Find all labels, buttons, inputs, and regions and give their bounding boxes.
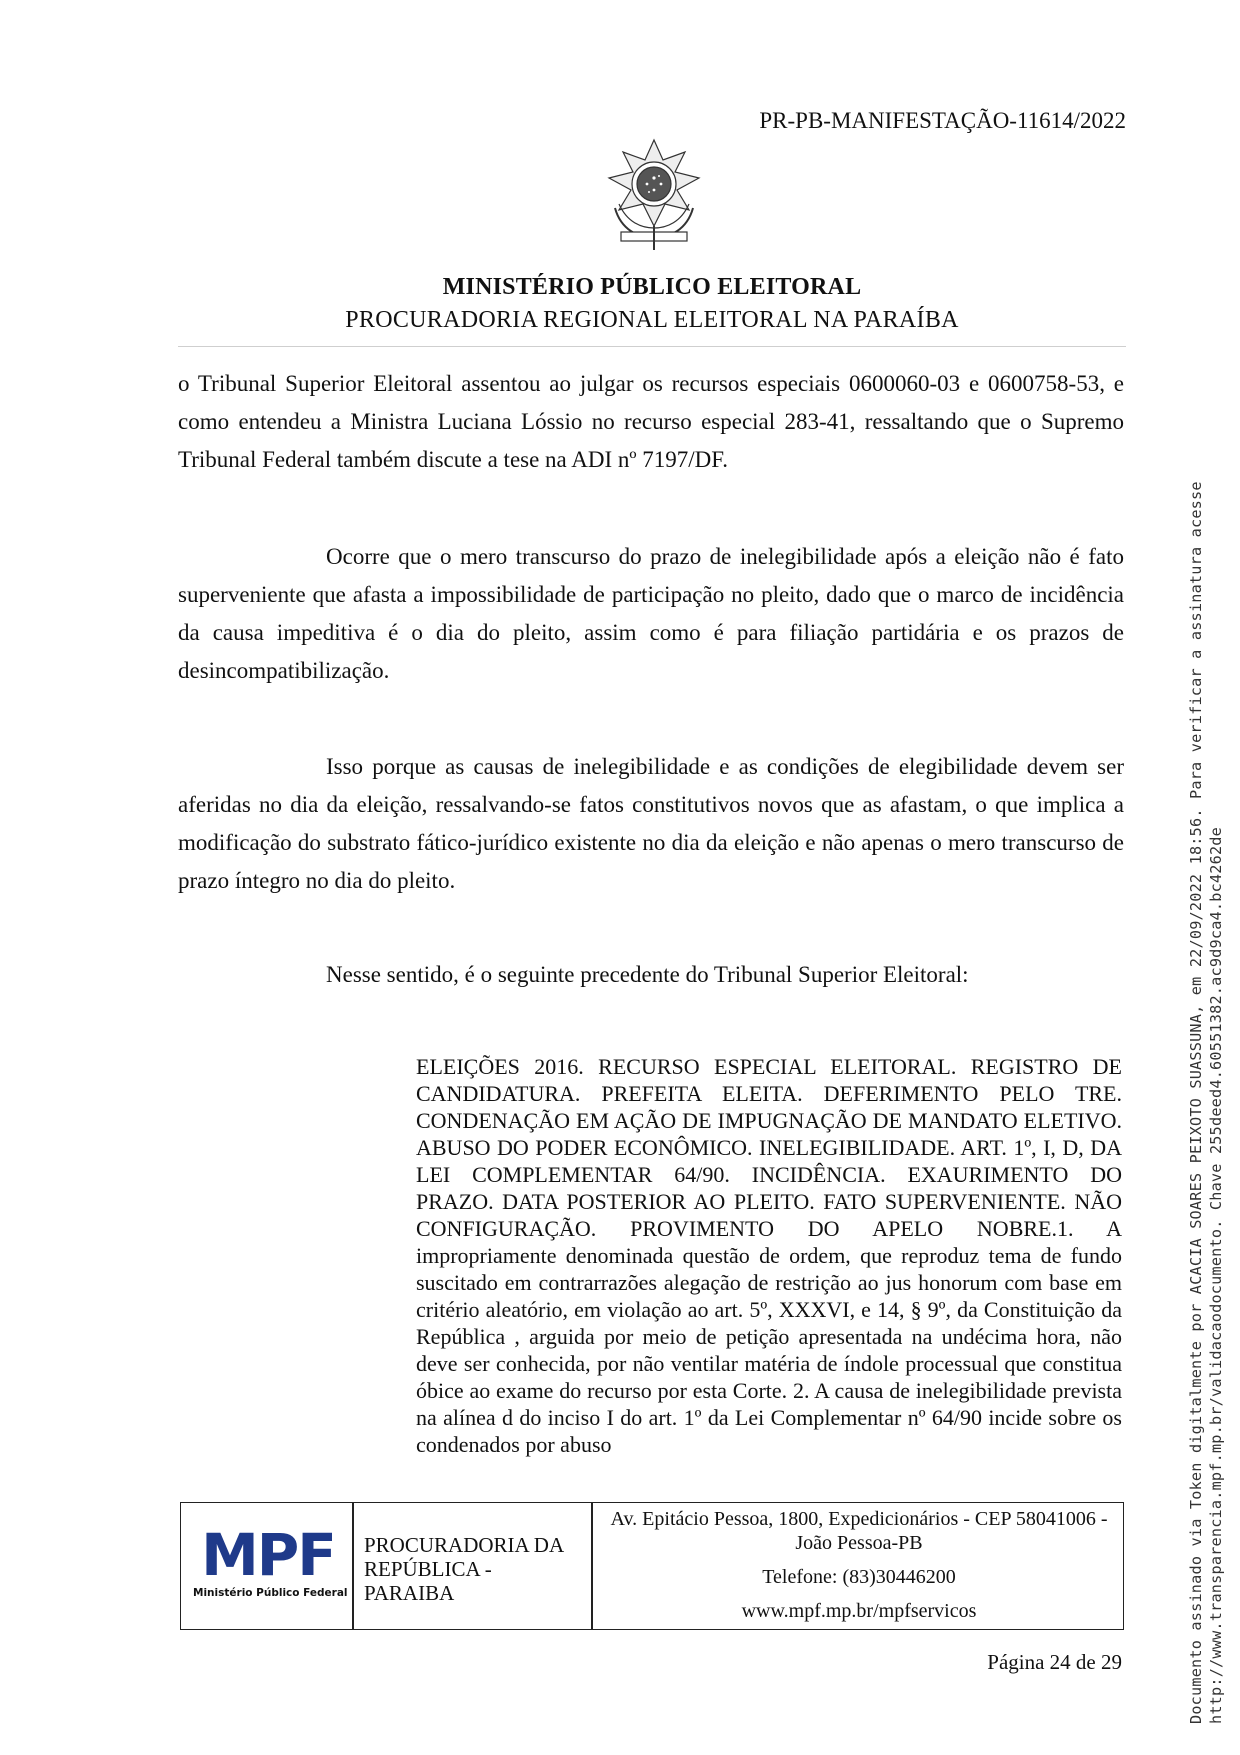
footer-box [180, 1502, 1124, 1630]
document-id: PR-PB-MANIFESTAÇÃO-11614/2022 [759, 108, 1126, 133]
org-subtitle: PROCURADORIA REGIONAL ELEITORAL NA PARAÍBA [345, 307, 959, 333]
address: Av. Epitácio Pessoa, 1800, Expedicionários - CEP 58041006 - João Pessoa-PB [610, 1508, 1108, 1554]
brazil-coat-of-arms-icon [601, 138, 707, 252]
header-divider [178, 346, 1126, 347]
page-number: Página 24 de 29 [987, 1650, 1122, 1674]
paragraph-4: Nesse sentido, é o seguinte precedente do Tribunal Superior Eleitoral: [326, 962, 969, 987]
mpf-logo-subtext: Ministério Público Federal [193, 1587, 348, 1599]
mpf-logo-mark: MPF [201, 1521, 335, 1589]
verification-url[interactable]: http://www.transparencia.mpf.mp.br/validacaodocumento. Chave 255deed4.60551382.ac9d9ca4.bc4262de [1207, 827, 1225, 1724]
paragraph-1: o Tribunal Superior Eleitoral assentou ao julgar os recursos especiais 0600060-03 e 0600758-53, e como entendeu a Ministra Luciana Lóssio no recurso especial 283-41, ressaltando que o Supremo Tribunal Federal também discute a tese na ADI nº 7197/DF. [178, 371, 1124, 472]
footer-divider [352, 1503, 354, 1629]
paragraph-3: Isso porque as causas de inelegibilidade e as condições de elegibilidade devem ser aferidas no dia da eleição, ressalvando-se fatos constitutivos novos que as afastam, o que implica a modificação do substrato fático-jurídico existente no dia da eleição e não apenas o mero transcurso de prazo íntegro no dia do pleito. [178, 754, 1124, 893]
contact-block [595, 1507, 1123, 1623]
mpf-logo [193, 1521, 348, 1605]
paragraph-2: Ocorre que o mero transcurso do prazo de inelegibilidade após a eleição não é fato superveniente que afasta a impossibilidade de participação no pleito, dado que o marco de incidência da causa impeditiva é o dia do pleito, assim como é para filiação partidária e os prazos de desincompatibilização. [178, 544, 1124, 683]
digital-signature-stamp [1186, 481, 1226, 1724]
signature-line: Documento assinado via Token digitalmente por ACACIA SOARES PEIXOTO SUASSUNA, em 22/09/2022 18:56. Para verificar a assinatura acesse [1187, 481, 1205, 1724]
org-title: MINISTÉRIO PÚBLICO ELEITORAL [442, 274, 862, 300]
jurisprudence-citation: ELEIÇÕES 2016. RECURSO ESPECIAL ELEITORAL. REGISTRO DE CANDIDATURA. PREFEITA ELEITA. DEFERIMENTO PELO TRE. CONDENAÇÃO EM AÇÃO DE IMPUGNAÇÃO DE MANDATO ELETIVO. ABUSO DO PODER ECONÔMICO. INELEGIBILIDADE. ART. 1º, I, D, DA LEI COMPLEMENTAR 64/90. INCIDÊNCIA. EXAURIMENTO DO PRAZO. DATA POSTERIOR AO PLEITO. FATO SUPERVENIENTE. NÃO CONFIGURAÇÃO. PROVIMENTO DO APELO NOBRE.1. A impropriamente denominada questão de ordem, que reproduz tema de fundo suscitado em contrarrazões alegação de restrição ao jus honorum com base em critério aleatório, em violação ao art. 5º, XXXVI, e 14, § 9º, da Constituição da República , arguida por meio de petição apresentada na undécima hora, não deve ser conhecida, por não ventilar matéria de índole processual que constitua óbice ao exame do recurso por esta Corte. 2. A causa de inelegibilidade prevista na alínea d do inciso I do art. 1º da Lei Complementar nº 64/90 incide sobre os condenados por abuso [416, 1054, 1122, 1457]
footer-divider [591, 1503, 593, 1629]
unit-name: PROCURADORIA DA REPÚBLICA - PARAIBA [364, 1533, 563, 1605]
phone: Telefone: (83)30446200 [762, 1566, 956, 1588]
website-link[interactable]: www.mpf.mp.br/mpfservicos [741, 1600, 977, 1622]
